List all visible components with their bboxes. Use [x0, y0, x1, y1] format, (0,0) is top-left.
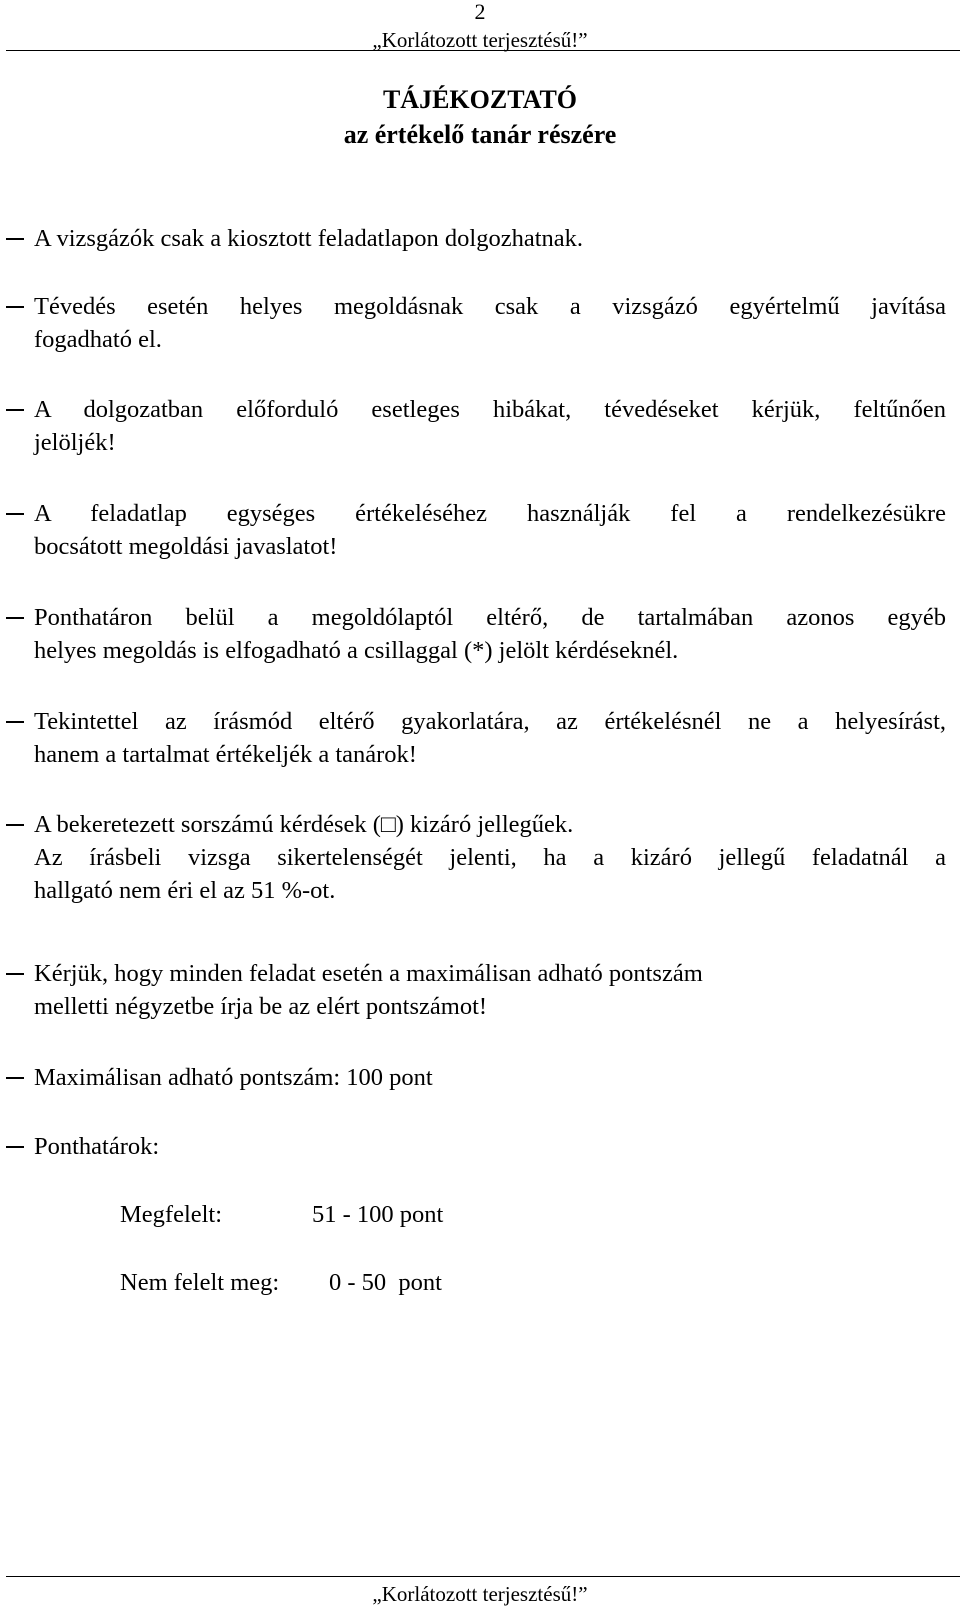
instruction-line: hallgató nem éri el az 51 %-ot.: [34, 877, 336, 904]
instruction-item-3: [34, 393, 946, 459]
instruction-line: Ponthatárok:: [34, 1133, 160, 1160]
threshold-fail-label: Nem felelt meg:: [120, 1269, 280, 1296]
instruction-item-6: [34, 705, 946, 771]
instruction-item-9: [34, 1061, 946, 1094]
instruction-item-7: [34, 808, 946, 907]
instruction-line: A feladatlap egységes értékeléséhez használják fel a rendelkezésükre: [34, 500, 946, 527]
instruction-item-1: [34, 222, 946, 255]
instruction-line: fogadható el.: [34, 326, 162, 353]
footer-rule: [6, 1576, 960, 1577]
instruction-line: Kérjük, hogy minden feladat esetén a maximálisan adható pontszám: [34, 960, 703, 987]
instruction-line: Tévedés esetén helyes megoldásnak csak a vizsgázó egyértelmű javítása: [34, 293, 946, 320]
threshold-pass-label: Megfelelt:: [120, 1201, 223, 1228]
dash-bullet-icon: [6, 393, 24, 426]
instruction-item-2: [34, 290, 946, 356]
instruction-line: Tekintettel az írásmód eltérő gyakorlatára, az értékelésnél ne a helyesírást,: [34, 708, 946, 735]
dash-bullet-icon: [6, 808, 24, 841]
footer-restriction-note: „Korlátozott terjesztésű!”: [372, 1582, 588, 1606]
instruction-line: A bekeretezett sorszámú kérdések (□) kizáró jellegűek.: [34, 811, 574, 838]
instruction-line: A dolgozatban előforduló esetleges hibákat, tévedéseket kérjük, feltűnően: [34, 396, 946, 423]
dash-bullet-icon: [6, 1130, 24, 1163]
instruction-line: jelöljék!: [34, 429, 116, 456]
dash-bullet-icon: [6, 290, 24, 323]
document-subtitle: az értékelő tanár részére: [343, 120, 617, 149]
instruction-line: helyes megoldás is elfogadható a csillaggal (*) jelölt kérdéseknél.: [34, 637, 679, 664]
instruction-item-4: [34, 497, 946, 563]
document-title: TÁJÉKOZTATÓ: [382, 85, 578, 114]
instruction-line: A vizsgázók csak a kiosztott feladatlapon dolgozhatnak.: [34, 225, 584, 252]
page-number: 2: [474, 0, 486, 24]
dash-bullet-icon: [6, 1061, 24, 1094]
header-restriction-note: „Korlátozott terjesztésű!”: [372, 28, 588, 52]
threshold-fail-value: 0 - 50 pont: [329, 1269, 442, 1296]
instruction-line: Maximálisan adható pontszám: 100 pont: [34, 1064, 433, 1091]
instruction-item-5: [34, 601, 946, 667]
dash-bullet-icon: [6, 705, 24, 738]
dash-bullet-icon: [6, 222, 24, 255]
instruction-item-10: [34, 1130, 946, 1163]
instruction-line: hanem a tartalmat értékeljék a tanárok!: [34, 741, 417, 768]
instruction-line: Ponthatáron belül a megoldólaptól eltérő, de tartalmában azonos egyéb: [34, 604, 946, 631]
threshold-pass-value: 51 - 100 pont: [312, 1201, 444, 1228]
instruction-item-8: [34, 957, 946, 1023]
instruction-line: Az írásbeli vizsga sikertelenségét jelenti, ha a kizáró jellegű feladatnál a: [34, 844, 946, 871]
dash-bullet-icon: [6, 601, 24, 634]
instruction-line: bocsátott megoldási javaslatot!: [34, 533, 338, 560]
instruction-line: melletti négyzetbe írja be az elért pontszámot!: [34, 993, 488, 1020]
dash-bullet-icon: [6, 497, 24, 530]
header-rule: [6, 50, 960, 51]
dash-bullet-icon: [6, 957, 24, 990]
